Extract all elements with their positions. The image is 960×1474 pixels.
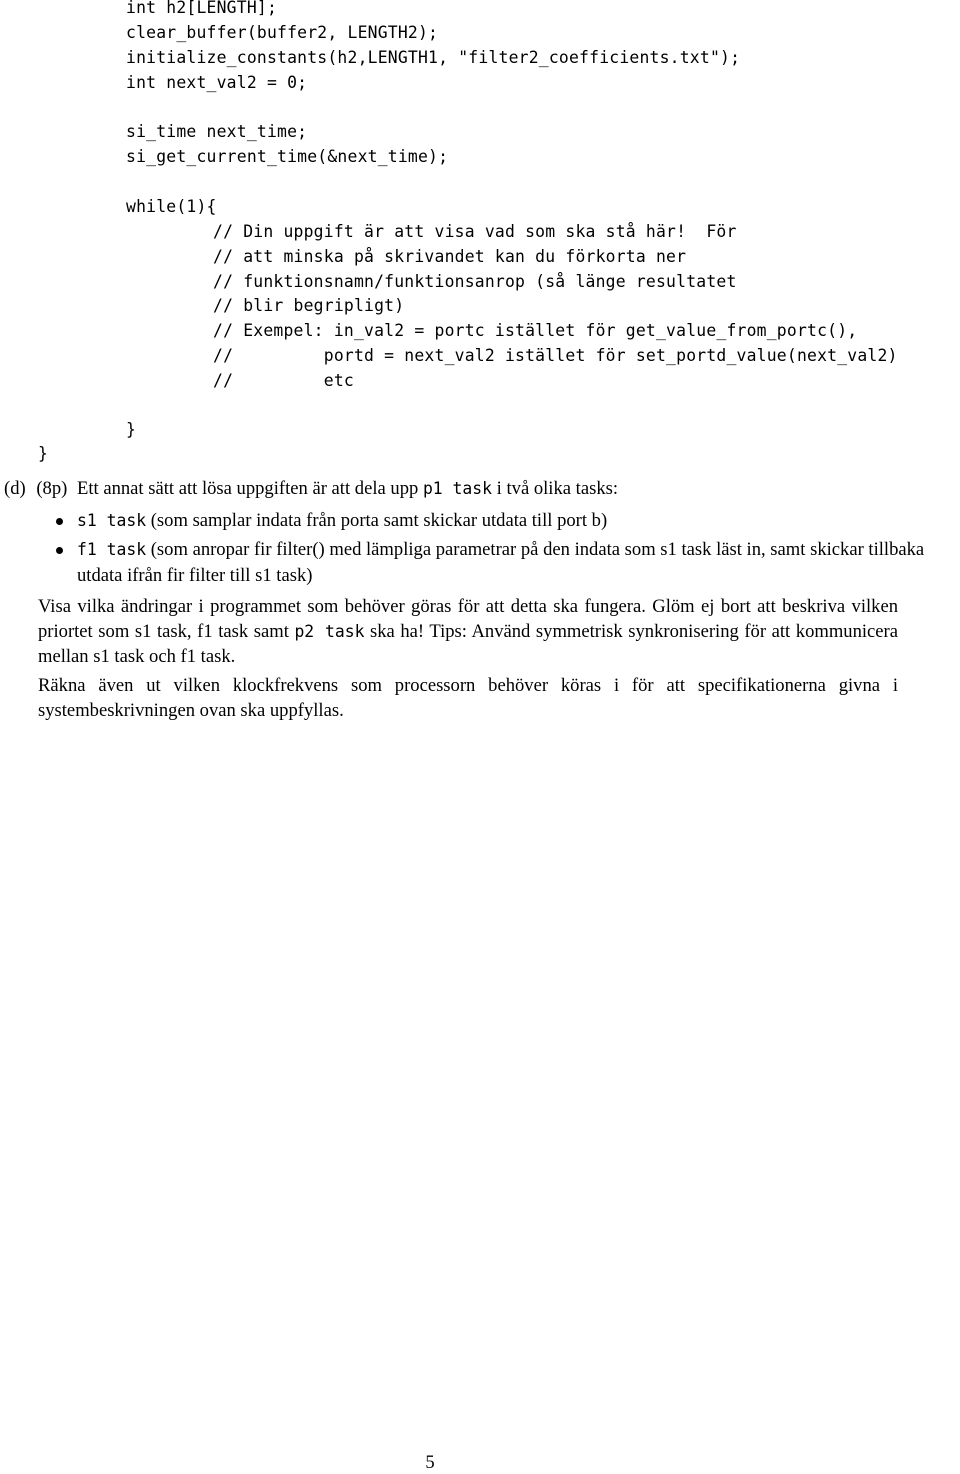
code-line: int h2[LENGTH]; [126,0,278,17]
bullet-icon [56,547,63,554]
question-intro-text: i två olika tasks: [492,478,619,499]
task-name: f1 task [77,540,147,559]
page-number-text: 5 [425,1452,435,1473]
code-comment: // portd = next_val2 istället för set_portd_value(next_val2) [213,346,898,365]
list-item [50,508,950,534]
task-description: (som anropar fir filter() med lämpliga parametrar på den indata som s1 task läst in, samt skickar tillbaka utdata ifrån fir filter till s1 task) [77,539,925,586]
question-heading [4,476,618,502]
question-label: (d) [4,478,26,499]
instruction-paragraph: Räkna även ut vilken klockfrekvens som processorn behöver köras i för att specifikationerna givna i systembeskrivningen ovan ska uppfyllas. [38,675,898,721]
code-comment: // etc [213,371,354,390]
code-line: while(1){ [126,197,217,216]
task-description: (som samplar indata från porta samt skickar utdata till port b) [146,510,608,531]
code-comment: // Din uppgift är att visa vad som ska stå här! För [213,222,737,241]
code-line: clear_buffer(buffer2, LENGTH2); [126,23,439,42]
code-closing-brace: } [38,444,49,463]
code-line: si_get_current_time(&next_time); [126,147,449,166]
instruction-paragraph [38,594,898,669]
paragraph-text: Visa vilka ändringar i programmet som behöver göras för att detta ska fungera. Glöm ej bort att beskriva vilken priortet som s1 task, f1 task samt [38,596,898,642]
question-points: (8p) [36,478,68,499]
code-comment: // att minska på skrivandet kan du förkorta ner [213,247,687,266]
question-intro-text: Ett annat sätt att lösa uppgiften är att dela upp [76,478,423,499]
code-comment: // Exempel: in_val2 = portc istället för get_value_from_portc(), [213,321,858,340]
code-line: si_time next_time; [126,122,308,141]
code-comment: // funktionsnamn/funktionsanrop (så länge resultatet [213,272,737,291]
code-line: int next_val2 = 0; [126,73,308,92]
page-number [0,1452,860,1474]
task-name: p2 task [294,622,365,641]
bullet-icon [56,518,63,525]
paragraph-text: ska ha! Tips: Använd symmetrisk synkronisering för att kommunicera mellan s1 task och f1 task. [38,621,899,667]
list-item [50,537,950,589]
question-intro [77,478,618,499]
code-closing-brace: } [126,420,137,439]
task-name: s1 task [77,511,147,530]
task-list [50,508,950,592]
task-name: p1 task [422,479,493,498]
code-line: initialize_constants(h2,LENGTH1, "filter2_coefficients.txt"); [126,48,741,67]
code-comment: // blir begripligt) [213,296,405,315]
